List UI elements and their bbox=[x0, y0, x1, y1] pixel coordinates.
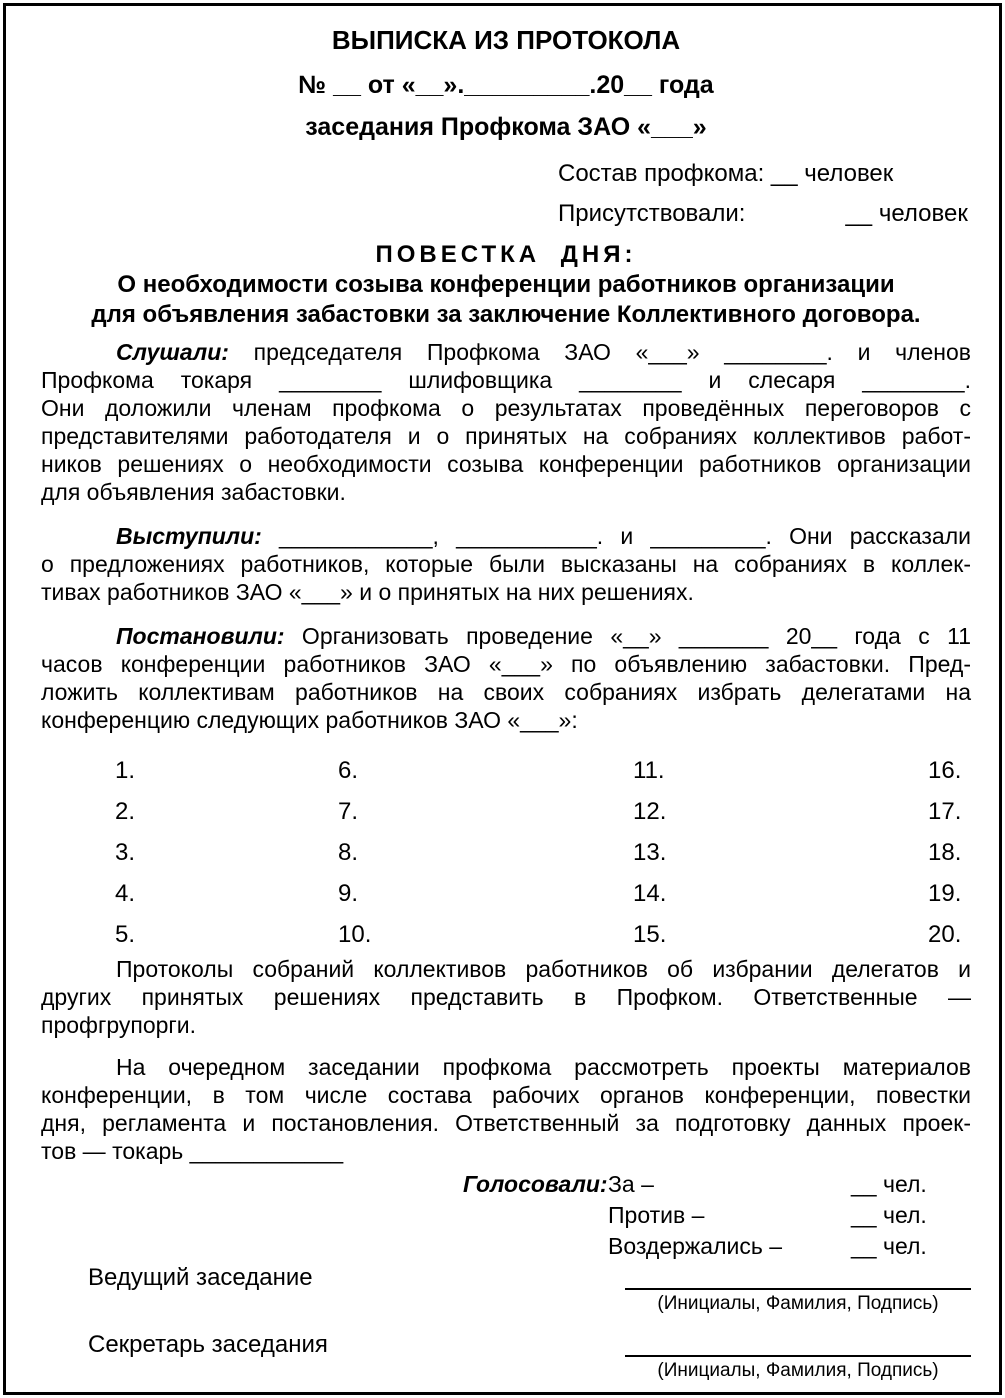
text-line: На очередном заседании профкома рассмотреть проекты материалов bbox=[116, 1054, 971, 1080]
delegates-numbered-list bbox=[41, 750, 971, 955]
voting-count-blank: __ чел. bbox=[851, 1233, 927, 1259]
delegate-number: 6. bbox=[338, 757, 359, 784]
voting-row bbox=[463, 1200, 971, 1231]
text-line: тивах работников ЗАО «___» и о принятых на них решениях. bbox=[41, 579, 694, 605]
paragraph-protokoly bbox=[41, 955, 971, 1039]
signature-role-label: Секретарь заседания bbox=[88, 1331, 328, 1358]
text-line: Постановили: Организовать проведение «__» _______ 20__ года с 11 bbox=[116, 623, 971, 649]
delegate-number: 16. bbox=[928, 757, 962, 784]
signature-area bbox=[625, 1331, 971, 1381]
paragraph-na-ocherednom-zasedanii bbox=[41, 1053, 971, 1165]
text-line: о предложениях работников, которые были высказаны на собраниях в коллек- bbox=[41, 551, 971, 577]
delegate-number: 4. bbox=[115, 880, 136, 907]
signature-area bbox=[625, 1264, 971, 1314]
delegate-number: 8. bbox=[338, 839, 359, 866]
text-line: ников решениях о необходимости созыва конференции работников организации bbox=[41, 451, 971, 477]
delegate-number: 12. bbox=[633, 798, 667, 825]
voting-row bbox=[463, 1169, 971, 1200]
protocol-extract-page bbox=[3, 3, 1002, 1395]
voting-lead bbox=[463, 1231, 608, 1262]
paragraph-lead: Постановили: bbox=[116, 623, 285, 649]
delegate-number: 2. bbox=[115, 798, 136, 825]
text-line: Выступили: ____________, ___________. и _________. Они рассказали bbox=[116, 523, 971, 549]
text-line: Протоколы собраний коллективов работников об избрании делегатов и bbox=[116, 956, 971, 982]
agenda-item-line-2: для объявления забастовки за заключение Коллективного договора. bbox=[91, 301, 921, 328]
signature-block bbox=[41, 1264, 971, 1381]
delegate-number: 15. bbox=[633, 921, 667, 948]
text-line: профгрупорги. bbox=[41, 1012, 197, 1038]
agenda-item-line-1: О необходимости созыва конференции работников организации bbox=[117, 271, 895, 298]
attendees-line bbox=[558, 194, 971, 234]
text-line: Они доложили членам профкома о результатах проведённых переговоров с bbox=[41, 395, 971, 421]
paragraph-lead: Слушали: bbox=[116, 339, 229, 365]
paragraph-postanovili bbox=[41, 622, 971, 734]
signature-role-label: Ведущий заседание bbox=[88, 1264, 313, 1291]
signature-line-caption: (Инициалы, Фамилия, Подпись) bbox=[625, 1355, 971, 1381]
signature-row bbox=[41, 1264, 971, 1314]
delegate-number: 20. bbox=[928, 921, 962, 948]
delegate-number: 11. bbox=[633, 757, 665, 784]
agenda-heading: ПОВЕСТКА ДНЯ: bbox=[375, 241, 637, 268]
committee-composition bbox=[558, 154, 971, 234]
delegate-number: 3. bbox=[115, 839, 136, 866]
paragraph-lead: Выступили: bbox=[116, 523, 262, 549]
protocol-number-line: № __ от «__»._________.20__ года bbox=[298, 71, 714, 99]
paragraph-vystupili bbox=[41, 522, 971, 606]
delegate-number: 7. bbox=[338, 798, 359, 825]
delegate-number: 1. bbox=[115, 757, 136, 784]
text-line: конференции, в том числе состава рабочих органов конференции, повестки bbox=[41, 1082, 971, 1108]
text-line: представителями работодателя и о принятых на собраниях коллективов работ- bbox=[41, 423, 971, 449]
signature-line-caption: (Инициалы, Фамилия, Подпись) bbox=[625, 1288, 971, 1314]
text-line: Слушали: председателя Профкома ЗАО «___» ________. и членов bbox=[116, 339, 971, 365]
delegate-number: 17. bbox=[928, 798, 962, 825]
page-content bbox=[6, 6, 999, 1381]
voting-option-label: Воздержались – bbox=[608, 1233, 783, 1259]
voting-count-blank: __ чел. bbox=[851, 1202, 927, 1228]
delegate-number: 14. bbox=[633, 880, 667, 907]
delegate-number: 18. bbox=[928, 839, 962, 866]
voting-lead: Голосовали: bbox=[463, 1171, 608, 1197]
voting-lead bbox=[463, 1200, 608, 1231]
text-line: тов — токарь ____________ bbox=[41, 1138, 344, 1164]
text-line: часов конференции работников ЗАО «___» по объявлению забастовки. Пред- bbox=[41, 651, 971, 677]
text-line: дня, регламента и постановления. Ответственный за подготовку данных проек- bbox=[41, 1110, 971, 1136]
attendees-value: __ человек bbox=[845, 200, 968, 227]
voting-option-label: За – bbox=[608, 1171, 654, 1197]
meeting-line: заседания Профкома ЗАО «___» bbox=[305, 113, 707, 141]
text-line: других принятых решениях представить в Профком. Ответственные — bbox=[41, 984, 971, 1010]
voting-results bbox=[463, 1169, 971, 1262]
text-line: ложить коллективам работников на своих собраниях избрать делегатами на bbox=[41, 679, 971, 705]
delegate-number: 13. bbox=[633, 839, 667, 866]
text-line: для объявления забастовки. bbox=[41, 479, 346, 505]
committee-size-line: Состав профкома: __ человек bbox=[558, 160, 894, 187]
text-line: Профкома токаря ________ шлифовщика ________ и слесаря ________. bbox=[41, 367, 971, 393]
delegate-number: 9. bbox=[338, 880, 359, 907]
voting-option-label: Против – bbox=[608, 1202, 705, 1228]
delegate-number: 5. bbox=[115, 921, 136, 948]
attendees-label: Присутствовали: bbox=[558, 200, 746, 227]
delegate-number: 10. bbox=[338, 921, 372, 948]
voting-row bbox=[463, 1231, 971, 1262]
signature-row bbox=[41, 1331, 971, 1381]
closing-paragraphs bbox=[41, 955, 971, 1165]
paragraph-slushali bbox=[41, 338, 971, 506]
text-line: конференцию следующих работников ЗАО «___»: bbox=[41, 707, 578, 733]
delegate-number: 19. bbox=[928, 880, 962, 907]
voting-count-blank: __ чел. bbox=[851, 1171, 927, 1197]
body-paragraphs bbox=[41, 338, 971, 734]
document-title: ВЫПИСКА ИЗ ПРОТОКОЛА bbox=[331, 25, 681, 55]
